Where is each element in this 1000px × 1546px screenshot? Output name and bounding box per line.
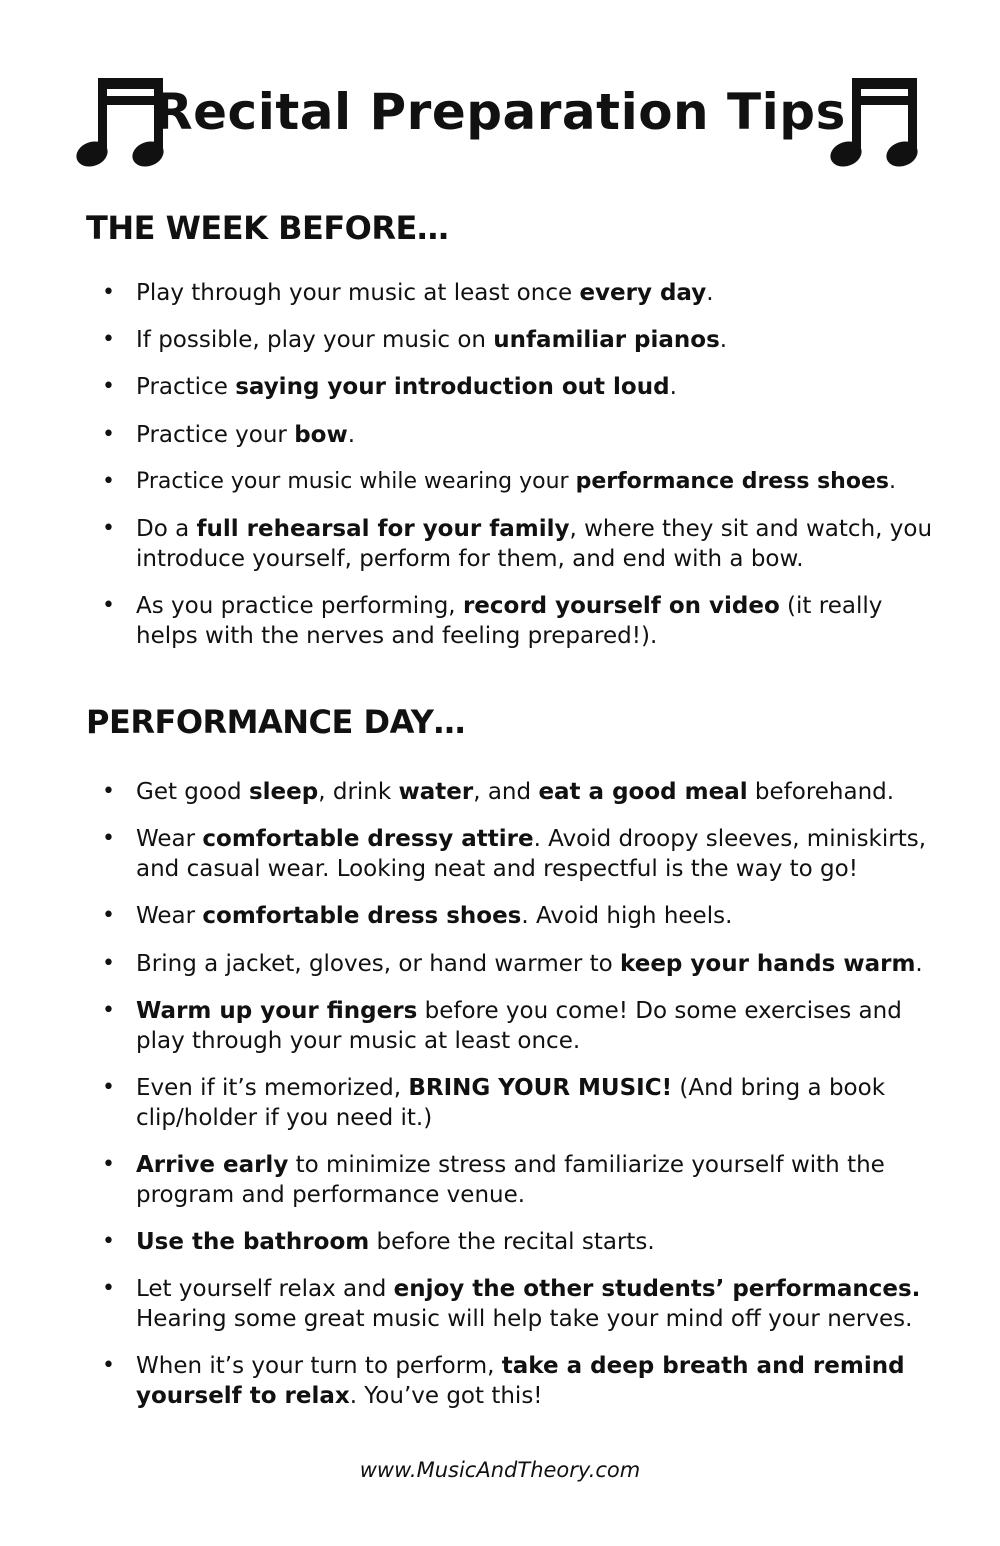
page-title: Recital Preparation Tips xyxy=(154,83,846,141)
list-item: • Practice saying your introduction out loud. xyxy=(136,372,936,402)
list-item: • Let yourself relax and enjoy the other students’ performances. Hearing some great music will help take your mind off your nerves. xyxy=(136,1274,946,1334)
list-item: • Play through your music at least once every day. xyxy=(136,278,936,308)
list-item: • Even if it’s memorized, BRING YOUR MUSIC! (And bring a book clip/holder if you need it.) xyxy=(136,1073,936,1133)
list-item: • Do a full rehearsal for your family, where they sit and watch, you introduce yourself, perform for them, and end with a bow. xyxy=(136,514,936,574)
list-item: • Warm up your fingers before you come! Do some exercises and play through your music at least once. xyxy=(136,996,936,1056)
list-item: • Arrive early to minimize stress and familiarize yourself with the program and performance venue. xyxy=(136,1150,936,1210)
title-row xyxy=(0,68,1000,178)
week-before-heading: THE WEEK BEFORE… xyxy=(86,209,449,247)
list-item: • Use the bathroom before the recital starts. xyxy=(136,1227,936,1257)
list-item: • Practice your bow. xyxy=(136,420,936,450)
list-item: • Practice your music while wearing your performance dress shoes. xyxy=(136,467,946,497)
list-item: • Wear comfortable dressy attire. Avoid droopy sleeves, miniskirts, and casual wear. Looking neat and respectful is the way to go! xyxy=(136,824,936,884)
list-item: • As you practice performing, record yourself on video (it really helps with the nerves and feeling prepared!). xyxy=(136,591,936,651)
list-item: • Bring a jacket, gloves, or hand warmer to keep your hands warm. xyxy=(136,949,936,979)
music-notes-icon xyxy=(830,74,930,170)
list-item: • If possible, play your music on unfamiliar pianos. xyxy=(136,325,936,355)
list-item: • Get good sleep, drink water, and eat a good meal beforehand. xyxy=(136,777,936,807)
footer-url: www.MusicAndTheory.com xyxy=(359,1458,641,1482)
list-item: • Wear comfortable dress shoes. Avoid high heels. xyxy=(136,901,936,931)
performance-day-heading: PERFORMANCE DAY… xyxy=(86,703,465,741)
list-item: • When it’s your turn to perform, take a deep breath and remind yourself to relax. You’ve got this! xyxy=(136,1351,936,1411)
